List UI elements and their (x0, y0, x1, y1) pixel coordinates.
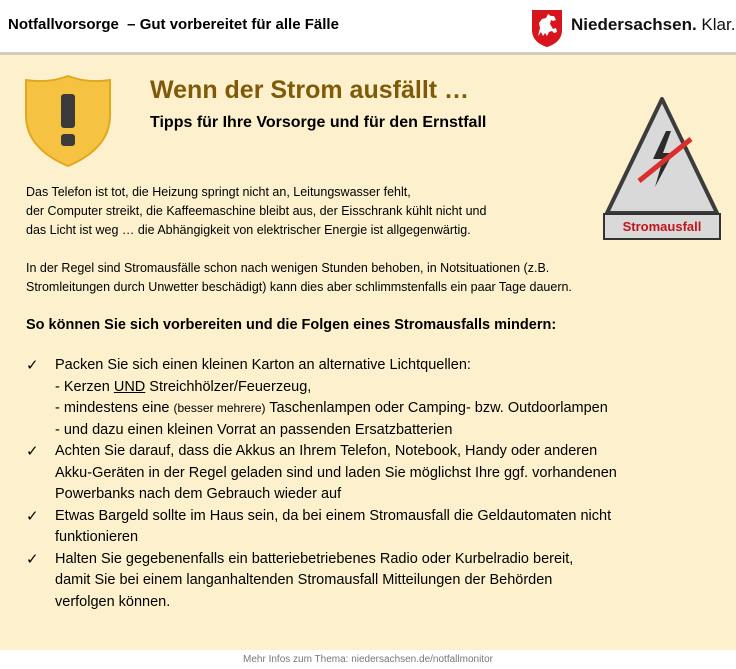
intro-paragraph-2 (26, 259, 726, 297)
tip-line: - mindestens eine (besser mehrere) Taschenlampen oder Camping- bzw. Outdoorlampen (55, 400, 608, 416)
section-heading: So können Sie sich vorbereiten und die Folgen eines Stromausfalls mindern: (26, 317, 557, 333)
tip-line: Powerbanks nach dem Gebrauch wieder auf (55, 486, 342, 502)
tip-item (26, 355, 726, 441)
tip-line: Achten Sie darauf, dass die Akkus an Ihrem Telefon, Notebook, Handy oder anderen (55, 443, 598, 459)
tip-line: verfolgen können. (55, 593, 171, 610)
header-bar (0, 0, 736, 55)
intro-paragraph (26, 183, 596, 240)
tips-list (26, 355, 726, 613)
intro-line: Das Telefon ist tot, die Heizung springt nicht an, Leitungswasser fehlt, (26, 185, 411, 199)
shield-exclamation-icon (22, 72, 114, 168)
footer-link-text[interactable]: Mehr Infos zum Thema: niedersachsen.de/notfallmonitor (0, 650, 736, 669)
logo-claim: Klar. (701, 15, 736, 34)
tip-line: - und dazu einen kleinen Vorrat an passenden Ersatzbatterien (55, 421, 453, 438)
tip-line: - Kerzen UND Streichhölzer/Feuerzeug, (55, 378, 312, 395)
logo-name: Niedersachsen. (571, 15, 697, 34)
tip-line: Packen Sie sich einen kleinen Karton an alternative Lichtquellen: (55, 357, 471, 373)
niedersachsen-horse-logo-icon (530, 8, 564, 48)
tip-line: funktionieren (55, 529, 139, 545)
tip-line: Etwas Bargeld sollte im Haus sein, da bei einem Stromausfall die Geldautomaten nicht (55, 507, 612, 524)
emphasis-und: UND (113, 378, 146, 395)
niedersachsen-logo-text (571, 15, 735, 35)
header-title: Notfallvorsorge – Gut vorbereitet für alle Fälle (8, 16, 339, 33)
tip-item (26, 549, 726, 614)
tip-line: Akku-Geräten in der Regel geladen sind und laden Sie möglichst Ihre ggf. vorhandenen (55, 464, 617, 481)
tip-item (26, 506, 726, 549)
tip-line: damit Sie bei einem langanhaltenden Stromausfall Mitteilungen der Behörden (55, 572, 553, 588)
intro2-line: In der Regel sind Stromausfälle schon nach wenigen Stunden behoben, in Notsituationen (z.B. (26, 261, 550, 275)
page-title: Wenn der Strom ausfällt … (150, 76, 470, 104)
intro2-line: Stromleitungen durch Unwetter beschädigt) kann dies aber schlimmstenfalls ein paar Tage dauern. (26, 280, 572, 294)
intro-line: das Licht ist weg … die Abhängigkeit von elektrischer Energie ist allgegenwärtig. (26, 223, 471, 237)
tip-line: Halten Sie gegebenenfalls ein batteriebetriebenes Radio oder Kurbelradio bereit, (55, 550, 574, 567)
tip-note: (besser mehrere) (173, 401, 266, 415)
checkmark-icon: ✓ (26, 443, 39, 460)
page-subtitle: Tipps für Ihre Vorsorge und für den Ernstfall (150, 114, 487, 131)
checkmark-icon: ✓ (26, 357, 39, 374)
checkmark-icon: ✓ (26, 550, 39, 568)
warning-label: Stromausfall (603, 213, 721, 240)
intro-line: der Computer streikt, die Kaffeemaschine bleibt aus, der Eisschrank kühlt nicht und (26, 204, 487, 218)
tip-item (26, 441, 726, 506)
checkmark-icon: ✓ (26, 507, 39, 525)
